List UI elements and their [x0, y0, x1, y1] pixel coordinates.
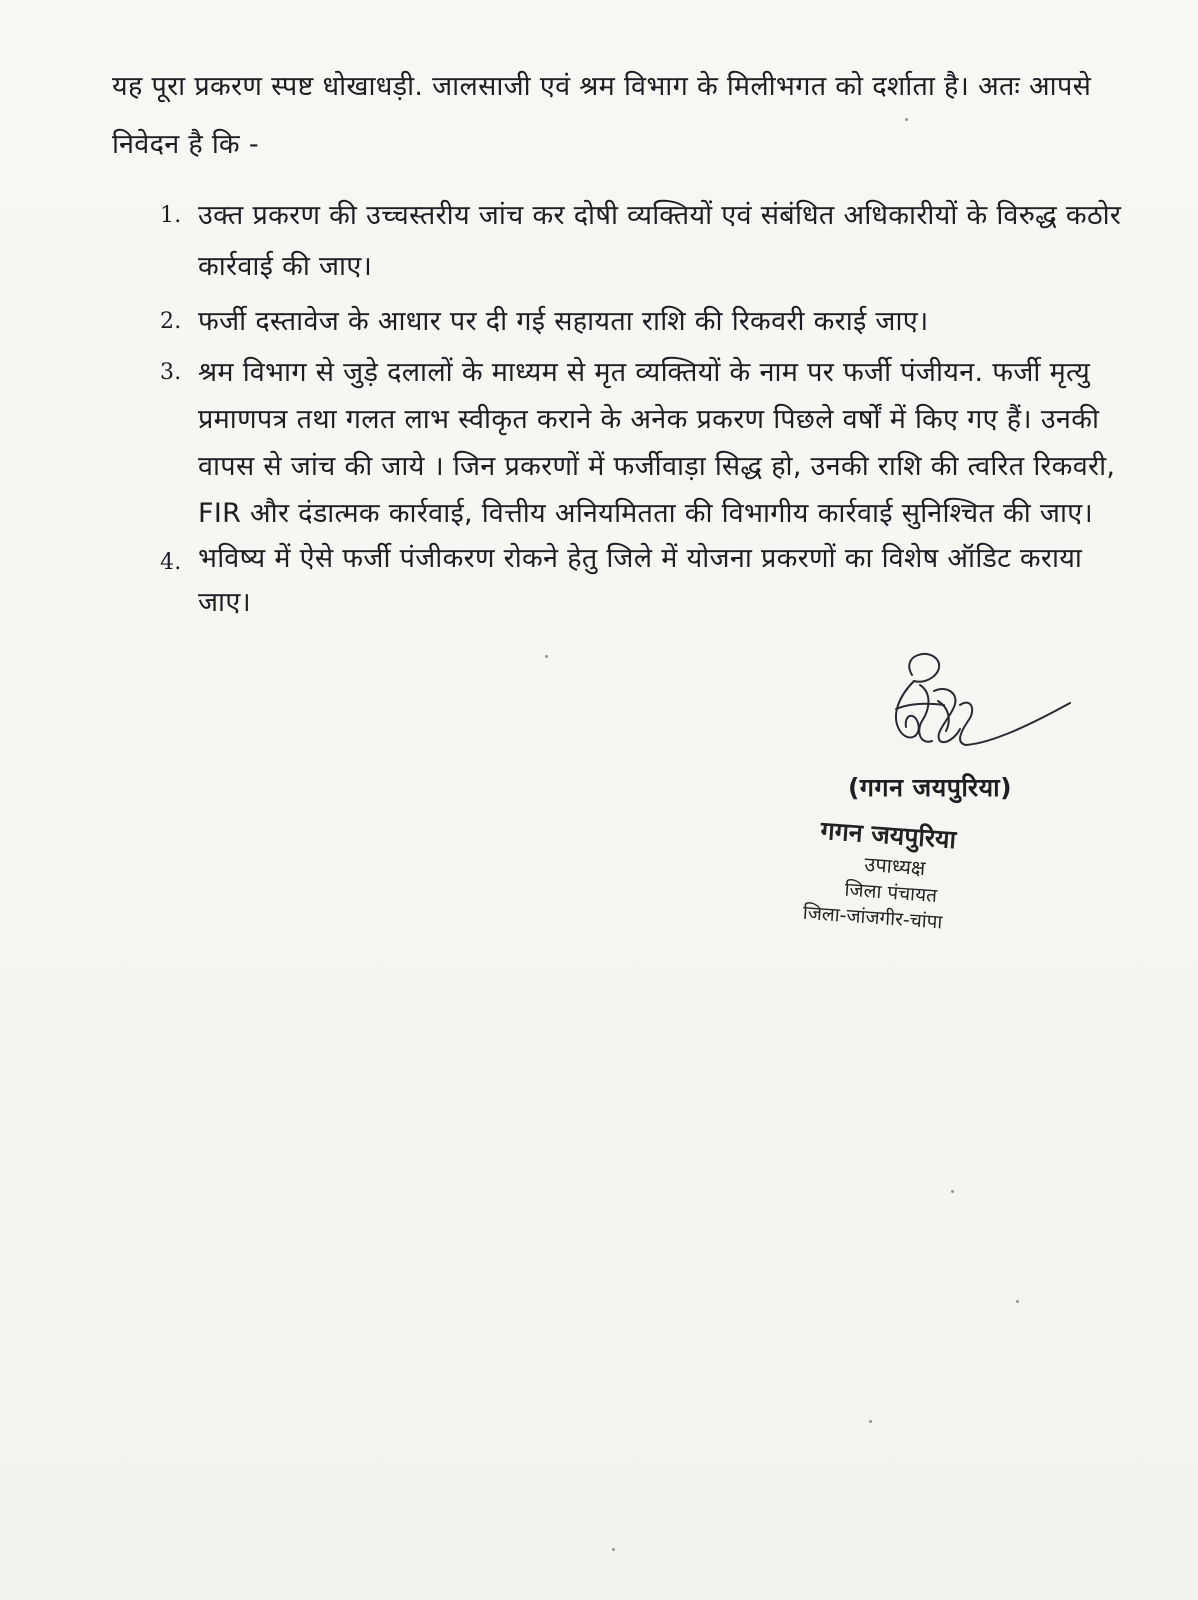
paper-speck [869, 1420, 872, 1423]
stamp-office: जिला पंचायत [843, 878, 938, 908]
stamp-designation: उपाध्यक्ष [863, 851, 927, 881]
paper-speck [951, 1190, 954, 1193]
list-item-text: उक्त प्रकरण की उच्चस्तरीय जांच कर दोषी व्यक्तियों एवं संबंधित अधिकारीयों के विरुद्ध कठोर कार्रवाई की जाए। [198, 200, 1122, 282]
list-item-text: भविष्य में ऐसे फर्जी पंजीकरण रोकने हेतु जिले में योजना प्रकरणों का विशेष ऑडिट कराया जाए। [198, 543, 1083, 618]
list-item-text: श्रम विभाग से जुड़े दलालों के माध्यम से मृत व्यक्तियों के नाम पर फर्जी पंजीयन. फर्जी मृत्यु प्रमाणपत्र तथा गलत लाभ स्वीकृत कराने के अनेक प्रकरण पिछले वर्षों में किए गए हैं। उनकी वापस से जांच की जाये । जिन प्रकरणों में फर्जीवाड़ा सिद्ध हो, उनकी राशि की त्वरित रिकवरी, FIR और दंडात्मक कार्रवाई, वित्तीय अनियमितता की विभागीय कार्रवाई सुनिश्चित की जाए। [198, 357, 1116, 529]
paper-speck [1016, 1300, 1019, 1303]
list-item-number: 4. [160, 550, 182, 575]
intro-paragraph: यह पूरा प्रकरण स्पष्ट धोखाधड़ी. जालसाजी एवं श्रम विभाग के मिलीभगत को दर्शाता है। अतः आपसे निवेदन है कि - [112, 71, 1092, 160]
handwritten-signature [860, 645, 1080, 775]
list-item-number: 2. [160, 309, 182, 334]
list-item [160, 190, 1140, 292]
paper-speck [545, 655, 548, 658]
list-item-number: 1. [160, 203, 182, 228]
list-item [160, 296, 1140, 347]
official-stamp [802, 812, 1069, 943]
paper-speck [905, 118, 908, 121]
stamp-name: गगन जयपुरिया [819, 815, 958, 855]
list-item [160, 349, 1140, 537]
request-list [160, 190, 1140, 625]
stamp-district: जिला-जांजगीर-चांपा [802, 901, 944, 934]
list-item [160, 537, 1140, 625]
paper-speck [612, 1548, 615, 1551]
list-item-text: फर्जी दस्तावेज के आधार पर दी गई सहायता राशि की रिकवरी कराई जाए। [198, 306, 929, 337]
list-item-number: 3. [160, 360, 182, 385]
signatory-name: (गगन जयपुरिया) [848, 773, 1013, 802]
